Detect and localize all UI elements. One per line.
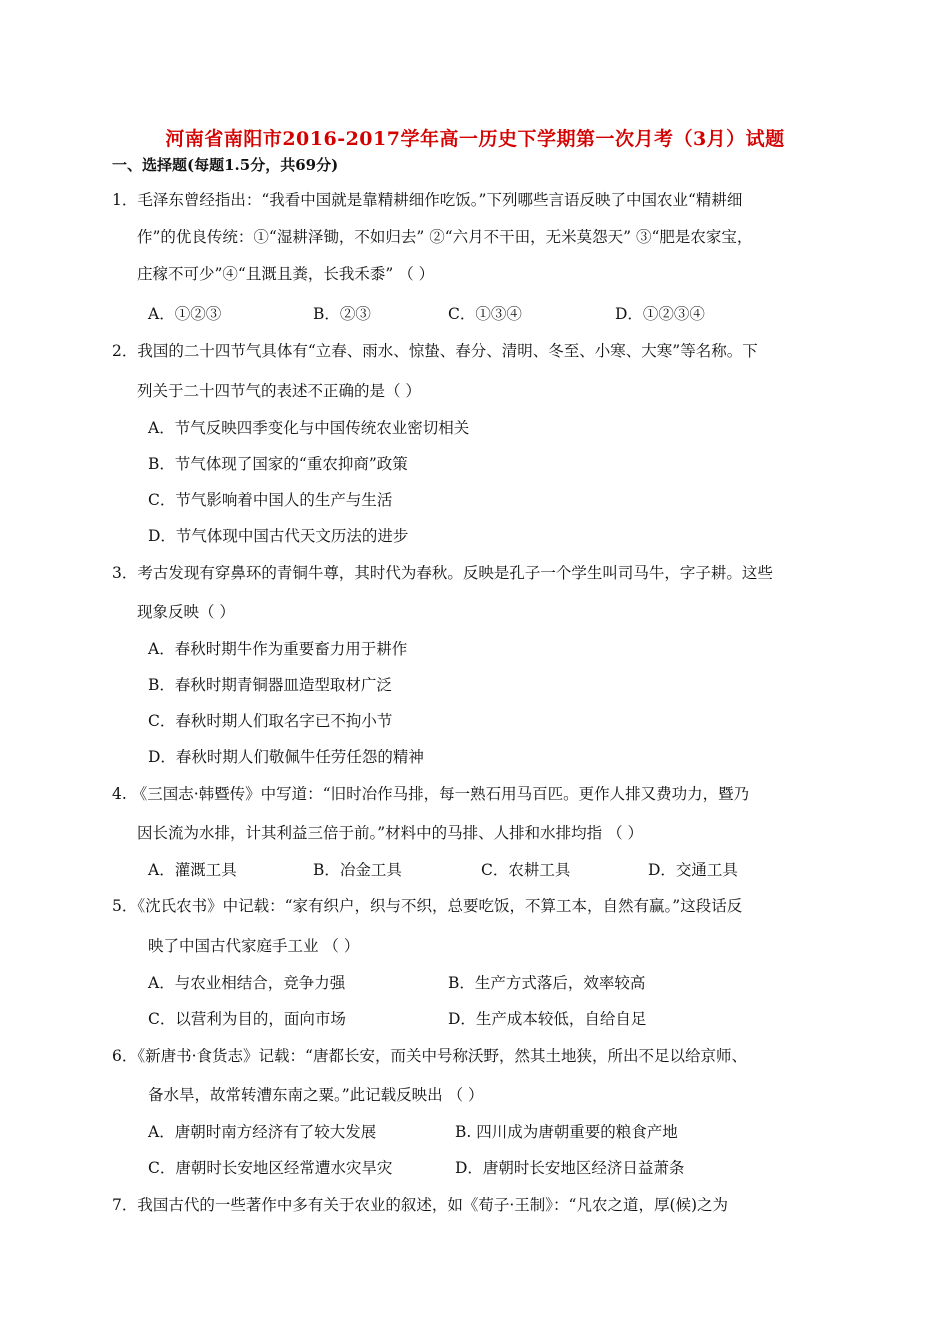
- q4-option-d: D．交通工具: [648, 861, 738, 879]
- q4-option-b: B．冶金工具: [313, 861, 402, 879]
- q3-option-d: D．春秋时期人们敬佩牛任劳任怨的精神: [148, 748, 424, 766]
- question-2-line-1: 2．我国的二十四节气具体有“立春、雨水、惊蛰、春分、清明、冬至、小寒、大寒”等名称。下: [112, 342, 758, 360]
- question-4-line-2: 因长流为水排，计其利益三倍于前。”材料中的马排、人排和水排均指 （ ）: [137, 824, 644, 842]
- q6-option-c: C．唐朝时长安地区经常遭水灾旱灾: [148, 1159, 393, 1177]
- q4-option-c: C．农耕工具: [481, 861, 571, 879]
- q3-option-c: C．春秋时期人们取名字已不拘小节: [148, 712, 393, 730]
- q1-option-b: B．②③: [313, 305, 371, 323]
- question-7-line-1: 7．我国古代的一些著作中多有关于农业的叙述，如《荀子·王制》：“凡农之道，厚(候)之为: [112, 1196, 729, 1214]
- q2-option-b: B．节气体现了国家的“重农抑商”政策: [148, 455, 408, 473]
- q2-option-d: D．节气体现中国古代天文历法的进步: [148, 527, 409, 545]
- question-6-line-1: 6．《新唐书·食货志》记载：“唐都长安，而关中号称沃野，然其土地狭，所出不足以给京师、: [112, 1047, 747, 1065]
- q1-option-a: A．①②③: [148, 305, 222, 323]
- question-2-line-2: 列关于二十四节气的表述不正确的是（ ）: [137, 382, 421, 400]
- q6-option-a: A．唐朝时南方经济有了较大发展: [148, 1123, 377, 1141]
- q5-option-d: D．生产成本较低，自给自足: [448, 1010, 647, 1028]
- q3-option-a: A．春秋时期牛作为重要畜力用于耕作: [148, 640, 408, 658]
- q4-option-a: A．灌溉工具: [148, 861, 237, 879]
- question-1-line-2: 作”的优良传统：①“湿耕泽锄，不如归去” ②“六月不干田，无米莫怨天” ③“肥是农家宝，: [137, 228, 753, 246]
- question-3-line-1: 3．考古发现有穿鼻环的青铜牛尊，其时代为春秋。反映是孔子一个学生叫司马牛，字子耕。这些: [112, 564, 773, 582]
- question-5-line-1: 5．《沈氏农书》中记载：“家有织户，织与不织，总要吃饭，不算工本，自然有赢。”这段话反: [112, 897, 743, 915]
- q5-option-c: C．以营利为目的，面向市场: [148, 1010, 346, 1028]
- page-title: 河南省南阳市2016-2017学年高一历史下学期第一次月考（3月）试题: [165, 128, 785, 150]
- question-1-line-1: 1．毛泽东曾经指出：“我看中国就是靠精耕细作吃饭。”下列哪些言语反映了中国农业“精耕细: [112, 191, 743, 209]
- question-3-line-2: 现象反映（ ）: [137, 603, 235, 621]
- question-5-line-2: 映了中国古代家庭手工业 （ ）: [148, 937, 360, 955]
- question-6-line-2: 备水旱，故常转漕东南之粟。”此记载反映出 （ ）: [148, 1086, 484, 1104]
- section-heading: 一、选择题(每题1.5分，共69分): [112, 156, 339, 174]
- q2-option-c: C．节气影响着中国人的生产与生活: [148, 491, 393, 509]
- q3-option-b: B．春秋时期青铜器皿造型取材广泛: [148, 676, 392, 694]
- q5-option-b: B．生产方式落后，效率较高: [448, 974, 646, 992]
- q5-option-a: A．与农业相结合，竞争力强: [148, 974, 346, 992]
- q6-option-b: B. 四川成为唐朝重要的粮食产地: [455, 1123, 678, 1141]
- question-4-line-1: 4. 《三国志·韩暨传》中写道：“旧时冶作马排，每一熟石用马百匹。更作人排又费功力，暨乃: [112, 785, 750, 803]
- q6-option-d: D．唐朝时长安地区经济日益萧条: [455, 1159, 685, 1177]
- q2-option-a: A．节气反映四季变化与中国传统农业密切相关: [148, 419, 470, 437]
- q1-option-c: C．①③④: [448, 305, 522, 323]
- q1-option-d: D．①②③④: [615, 305, 705, 323]
- question-1-line-3: 庄稼不可少”④“且溉且粪，长我禾黍” （ ）: [137, 265, 435, 283]
